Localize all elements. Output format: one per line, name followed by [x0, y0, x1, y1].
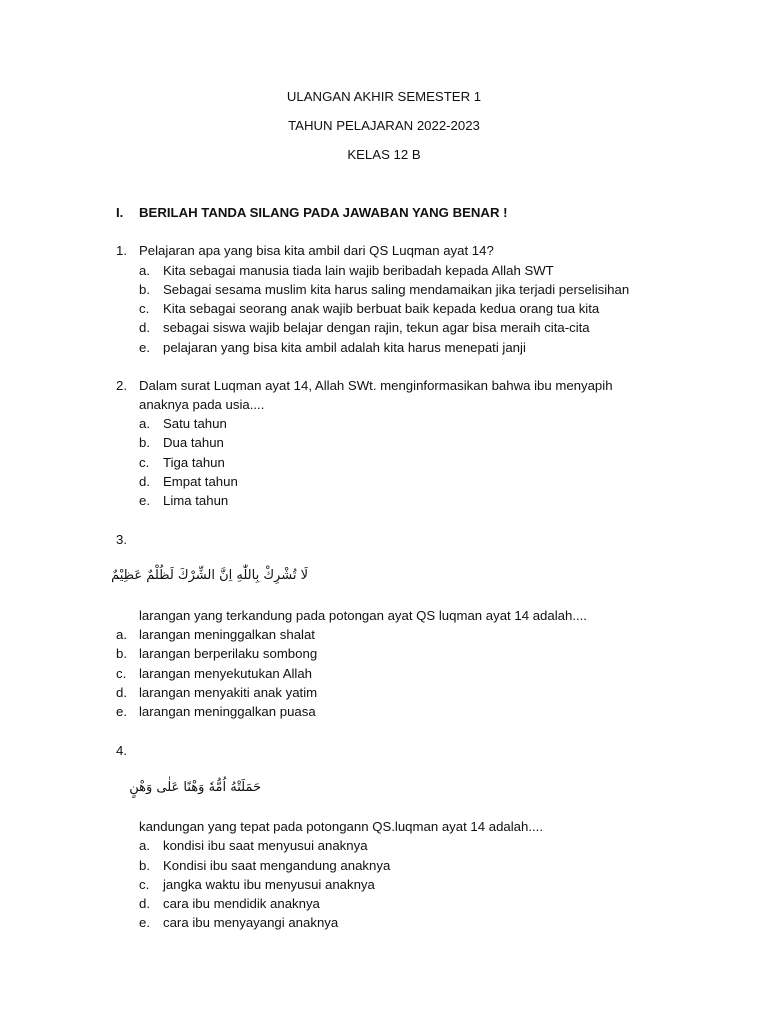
option-text: larangan berperilaku sombong [139, 646, 318, 661]
section-number: I. [116, 205, 124, 220]
option-letter: d. [139, 320, 150, 335]
question-2-number: 2. [116, 378, 127, 393]
option-text: Empat tahun [163, 474, 238, 489]
option-letter: d. [116, 685, 127, 700]
option-letter: b. [139, 435, 150, 450]
option-letter: d. [139, 474, 150, 489]
option-letter: b. [139, 858, 150, 873]
question-2-text: Dalam surat Luqman ayat 14, Allah SWt. menginformasikan bahwa ibu menyapih [139, 378, 613, 393]
question-2-text-cont: anaknya pada usia.... [139, 397, 265, 412]
option-letter: e. [139, 915, 150, 930]
option-text: kondisi ibu saat menyusui anaknya [163, 838, 368, 853]
option-text: cara ibu menyayangi anaknya [163, 915, 339, 930]
question-4-number: 4. [116, 743, 127, 758]
section-instruction: BERILAH TANDA SILANG PADA JAWABAN YANG BENAR ! [139, 205, 508, 220]
option-text: larangan menyekutukan Allah [139, 666, 313, 681]
option-letter: c. [139, 877, 150, 892]
option-letter: c. [116, 666, 127, 681]
option-letter: b. [139, 282, 150, 297]
option-letter: e. [139, 493, 150, 508]
question-3-number: 3. [116, 532, 127, 547]
option-text: Sebagai sesama muslim kita harus saling mendamaikan jika terjadi perselisihan [163, 282, 630, 297]
option-text: Lima tahun [163, 493, 229, 508]
question-4-text: kandungan yang tepat pada potongann QS.luqman ayat 14 adalah.... [139, 819, 544, 834]
arabic-verse: لَا تُشْرِكْ بِاللّٰهِ اِنَّ الشِّرْكَ لَظُلْمٌ عَظِيْمٌ [111, 568, 308, 583]
option-text: Kita sebagai manusia tiada lain wajib beribadah kepada Allah SWT [163, 263, 554, 278]
option-text: larangan menyakiti anak yatim [139, 685, 318, 700]
option-letter: e. [116, 704, 127, 719]
question-1-number: 1. [116, 243, 127, 258]
option-letter: c. [139, 455, 150, 470]
option-letter: c. [139, 301, 150, 316]
option-letter: a. [116, 627, 127, 642]
option-text: jangka waktu ibu menyusui anaknya [163, 877, 375, 892]
option-text: larangan meninggalkan shalat [139, 627, 315, 642]
option-letter: e. [139, 340, 150, 355]
option-letter: a. [139, 263, 150, 278]
option-letter: d. [139, 896, 150, 911]
option-text: Kita sebagai seorang anak wajib berbuat baik kepada kedua orang tua kita [163, 301, 600, 316]
option-text: cara ibu mendidik anaknya [163, 896, 320, 911]
option-text: Dua tahun [163, 435, 224, 450]
class-label: KELAS 12 B [347, 147, 421, 162]
option-text: Satu tahun [163, 416, 227, 431]
option-text: larangan meninggalkan puasa [139, 704, 316, 719]
option-text: Tiga tahun [163, 455, 225, 470]
exam-title: ULANGAN AKHIR SEMESTER 1 [286, 89, 482, 104]
option-text: sebagai siswa wajib belajar dengan rajin, tekun agar bisa meraih cita-cita [163, 320, 590, 335]
question-1-text: Pelajaran apa yang bisa kita ambil dari QS Luqman ayat 14? [139, 243, 494, 258]
option-text: pelajaran yang bisa kita ambil adalah kita harus menepati janji [163, 340, 526, 355]
option-letter: b. [116, 646, 127, 661]
question-3-text: larangan yang terkandung pada potongan ayat QS luqman ayat 14 adalah.... [139, 608, 587, 623]
arabic-verse: حَمَلَتْهُ اُمُّهٗ وَهْنًا عَلٰى وَهْنٍ [129, 780, 261, 795]
option-letter: a. [139, 838, 150, 853]
option-text: Kondisi ibu saat mengandung anaknya [163, 858, 391, 873]
option-letter: a. [139, 416, 150, 431]
academic-year: TAHUN PELAJARAN 2022-2023 [288, 118, 480, 133]
